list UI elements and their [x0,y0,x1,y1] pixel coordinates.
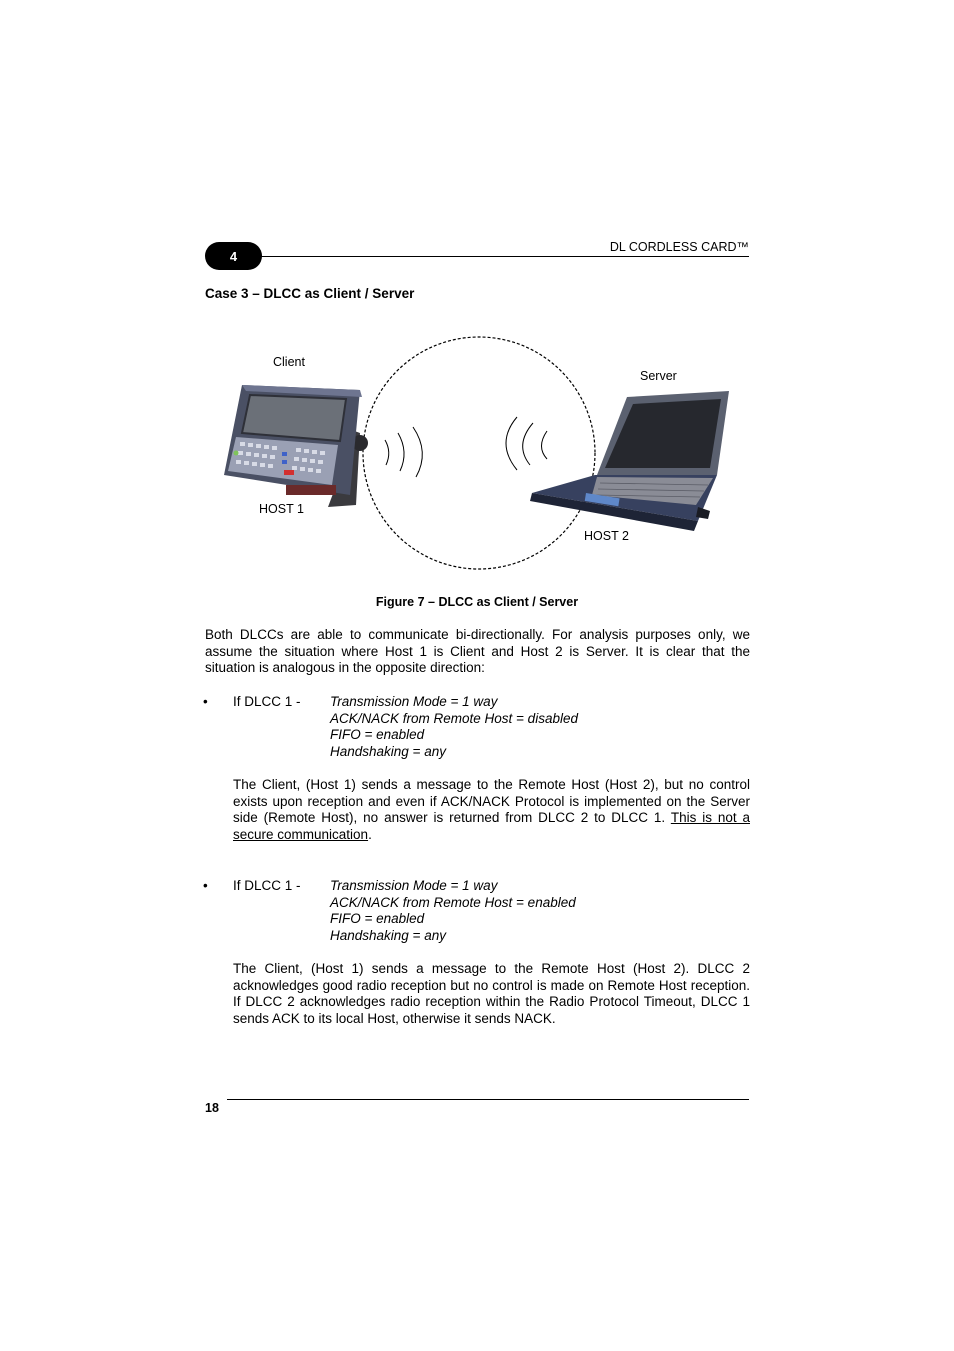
client-server-figure [200,325,760,585]
radio-range-circle [363,337,595,569]
bullet-marker: • [203,694,208,709]
page-number: 18 [205,1101,219,1115]
setting-line: ACK/NACK from Remote Host = disabled [330,710,578,726]
footer-rule [227,1099,749,1100]
host1-label: HOST 1 [259,502,304,516]
setting-line: Transmission Mode = 1 way [330,878,498,893]
section-heading: Case 3 – DLCC as Client / Server [205,286,415,301]
condition-label: If DLCC 1 - [233,878,301,893]
setting-line: Handshaking = any [330,927,446,943]
condition-label: If DLCC 1 - [233,694,301,709]
warning-text: This is not a secure communication [233,810,750,842]
server-label: Server [640,369,677,383]
intro-paragraph: Both DLCCs are able to communicate bi-directionally. For analysis purposes only, we assume the situation where Host 1 is Client and Host 2 is Server. It is clear that the situation is analogous in the opposite direction: [205,627,750,676]
host2-radio-waves [506,417,547,470]
setting-line: FIFO = enabled [330,911,425,927]
warning-period: . [368,826,372,842]
chapter-number-badge: 4 [205,242,262,270]
host2-laptop-image [530,391,729,531]
settings-list [330,694,578,760]
bullet-marker: • [203,878,208,893]
setting-line: Handshaking = any [330,743,446,759]
item-description: The Client, (Host 1) sends a message to the Remote Host (Host 2). DLCC 2 acknowledges good radio reception but no control is made on Remote Host reception. If DLCC 2 acknowledges radio reception within the Radio Protocol Timeout, DLCC 1 sends ACK to its local Host, otherwise it sends NACK. [233,961,750,1026]
running-title: DL CORDLESS CARD™ [609,240,749,254]
description-text: The Client, (Host 1) sends a message to the Remote Host (Host 2), but no control exists upon reception and even if ACK/NACK Protocol is implemented on the Server side (Remote Host), no answer is returned from DLCC 2 to DLCC 1. [233,777,750,826]
figure-caption: Figure 7 – DLCC as Client / Server [375,595,579,609]
setting-line: Transmission Mode = 1 way [330,694,498,709]
host1-terminal-image [224,385,368,507]
settings-list [330,878,576,944]
setting-line: ACK/NACK from Remote Host = enabled [330,894,576,910]
client-label: Client [273,355,305,369]
host1-radio-waves [385,427,422,477]
header-rule [255,256,749,257]
host2-label: HOST 2 [584,529,629,543]
item-description [233,777,750,843]
setting-line: FIFO = enabled [330,727,425,743]
